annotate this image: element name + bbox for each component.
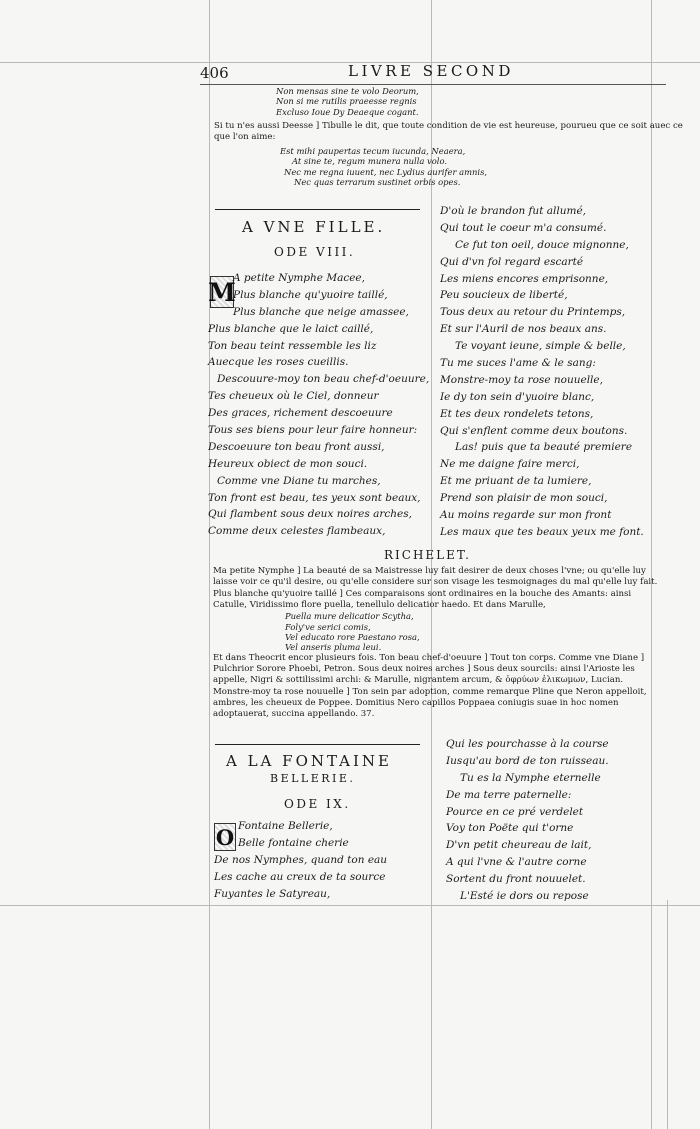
poem-line: Qui tout le coeur m'a consumé. [440,221,607,234]
sheet-vertical-rule-left [209,0,210,1129]
ode9-right-column [446,736,609,905]
poem-line: De nos Nymphes, quand ton eau [214,853,388,866]
ode8-title: A VNE FILLE. [242,218,386,236]
top-quote-2 [280,146,487,188]
ode8-left-rule [215,209,420,210]
commentary-body [213,566,660,721]
poem-line: Pource en ce pré verdelet [446,805,584,818]
quote-line: Est mihi paupertas tecum iucunda, Neaera, [280,146,466,156]
poem-line: Voy ton Poëte qui t'orne [446,822,574,835]
poem-line: Fontaine Bellerie, [238,820,333,832]
top-note-paragraph [214,121,683,143]
poem-line: Qui d'vn fol regard escarté [440,255,584,268]
poem-line: A petite Nymphe Macee, [233,272,365,284]
poem-line: Sortent du front nouuelet. [446,873,586,886]
poem-line: Monstre-moy ta rose nouuelle, [440,373,603,386]
poem-line: Qui s'enflent comme deux boutons. [440,424,628,437]
sheet-horizontal-rule-bottom [0,905,700,906]
poem-line: Las! puis que ta beauté premiere [455,441,633,454]
poem-line: Prend son plaisir de mon souci, [440,492,608,505]
poem-line: Au moins regarde sur mon front [440,509,612,522]
quote-line: Nec me regna iuuent, nec Lydius aurifer amnis, [284,166,488,177]
commentary-quote [213,611,660,653]
poem-line: Ie dy ton sein d'yuoire blanc, [440,390,595,403]
ode9-number: ODE IX. [284,797,351,811]
quote-line: Foly've serici comis, [285,621,371,632]
poem-line: Comme vne Diane tu marches, [217,474,381,487]
poem-line: Plus blanche que neige amassee, [233,305,409,318]
poem-line: Les cache au creux de ta source [214,870,386,883]
poem-line: Qui flambent sous deux noires arches, [208,508,412,521]
ode9-subtitle: BELLERIE. [270,772,356,785]
poem-line: Tes cheueux où le Ciel, donneur [208,390,379,403]
poem-line: Les maux que tes beaux yeux me font. [440,525,644,538]
poem-line: Ton beau teint ressemble les liz [208,339,377,352]
quote-line: Non mensas sine te volo Deorum, [276,86,419,96]
poem-line: A qui l'vne & l'autre corne [446,856,587,869]
poem-line: L'Esté ie dors ou repose [460,890,589,903]
poem-line: Et tes deux rondelets tetons, [440,407,594,420]
ode8-number: ODE VIII. [274,245,356,259]
sheet-vertical-rule-right [651,0,652,1129]
ode9-title: A LA FONTAINE [226,752,393,770]
poem-line: Les miens encores emprisonne, [440,272,609,285]
poem-line: Ne me daigne faire merci, [440,458,580,471]
quote-line: Puella mure delicatior Scytha, [285,611,414,622]
poem-line: De ma terre paternelle: [446,788,572,801]
poem-line: Qui les pourchasse à la course [446,738,609,750]
quote-line: Non si me rutilis praeesse regnis [276,96,417,107]
poem-line: Peu soucieux de liberté, [440,289,568,302]
poem-line: Te voyant ieune, simple & belle, [455,340,626,353]
note-line: que l'on aime: [214,132,276,142]
sheet-vertical-rule-edge [667,900,668,1129]
ode8-left-column [208,270,429,540]
commentary-paragraph: Ma petite Nymphe ] La beauté de sa Maistresse luy fait desirer de deux choses l'vne; ou qu'elle luy laisse voir ce qu'il desire, ou qu'elle considere sur son visage les tesmoignages du mal qu'elle luy fait. Plus blanche qu'yuoire taillé ] Ces comparaisons sont ordinaires en la bouche des Amants: ainsi Catulle, Viridissimo flore puella, tenellulo delicatior haedo. Et dans Marulle, [213,566,658,610]
poem-line: Fuyantes le Satyreau, [214,887,331,900]
poem-line: Descoeuure ton beau front aussi, [208,440,385,453]
header-rule [200,84,666,85]
ode8-dropcap: M [208,277,236,307]
poem-line: Plus blanche que le laict caillé, [208,322,374,335]
poem-line: Plus blanche qu'yuoire taillé, [233,288,388,301]
poem-line: Tous ses biens pour leur faire honneur: [208,424,418,437]
poem-line: Tu es la Nymphe eternelle [460,771,601,784]
page-number: 406 [200,64,229,82]
poem-line: Ce fut ton oeil, douce mignonne, [455,238,629,251]
commentary-heading: RICHELET. [384,548,471,562]
ode9-left-column [214,818,387,902]
poem-line: Et me priuant de ta lumiere, [440,475,592,488]
page-header [200,62,670,84]
poem-line: Tous deux au retour du Printemps, [440,306,626,319]
quote-line: Excluso Ioue Dy Deaeque cogant. [276,106,419,117]
ode8-right-column [440,203,644,541]
poem-line: Iusqu'au bord de ton ruisseau. [446,754,609,767]
poem-line: Ton front est beau, tes yeux sont beaux, [208,491,421,504]
quote-line: Nec quas terrarum sustinet orbis opes. [294,177,461,188]
poem-line: Des graces, richement descoeuure [208,407,393,420]
poem-line: D'vn petit cheureau de lait, [446,839,592,852]
quote-line: Vel educato rore Paestano rosa, [285,632,420,642]
poem-line: Comme deux celestes flambeaux, [208,525,386,538]
poem-line: Heureux obiect de mon souci. [208,457,368,470]
top-quote-1 [276,86,419,117]
poem-line: D'où le brandon fut allumé, [440,205,586,217]
ode9-left-rule [215,744,420,745]
poem-line: Auecque les roses cueillis. [208,356,349,369]
running-title: LIVRE SECOND [348,62,514,80]
poem-line: Belle fontaine cherie [238,836,349,849]
quote-line: Vel anseris pluma leui. [285,642,382,653]
ode9-dropcap: O [215,824,235,850]
quote-line: At sine te, regum munera nulla volo. [292,156,448,167]
poem-line: Tu me suces l'ame & le sang: [440,357,596,370]
poem-line: Descouure-moy ton beau chef-d'oeuure, [217,373,430,386]
note-line: Si tu n'es aussi Deesse ] Tibulle le dit, que toute condition de vie est heureuse, pourueu que ce soit auec ce [214,121,683,131]
poem-line: Et sur l'Auril de nos beaux ans. [440,323,607,336]
commentary-paragraph: Et dans Theocrit encor plusieurs fois. Ton beau chef-d'oeuure ] Tout ton corps. Comme vne Diane ] Pulchrior Sorore Phoebi, Petron. Sous deux noires arches ] Sous deux sourcils: ainsi l'Arioste les appelle, Nigri & sottilissimi archi: & Marulle, nigrantem arcum, & ὀφρύων ἐλικωμων, Lucian. Monstre-moy ta rose nouuelle ] Ton sein par adoption, comme remarque Pline que Neron appelloit, ambres, les cheueux de Poppee. Domitius Nero capillos Poppaea coniugis suae in hoc nomen adoptauerat, succina appellando. 37. [213,652,647,720]
